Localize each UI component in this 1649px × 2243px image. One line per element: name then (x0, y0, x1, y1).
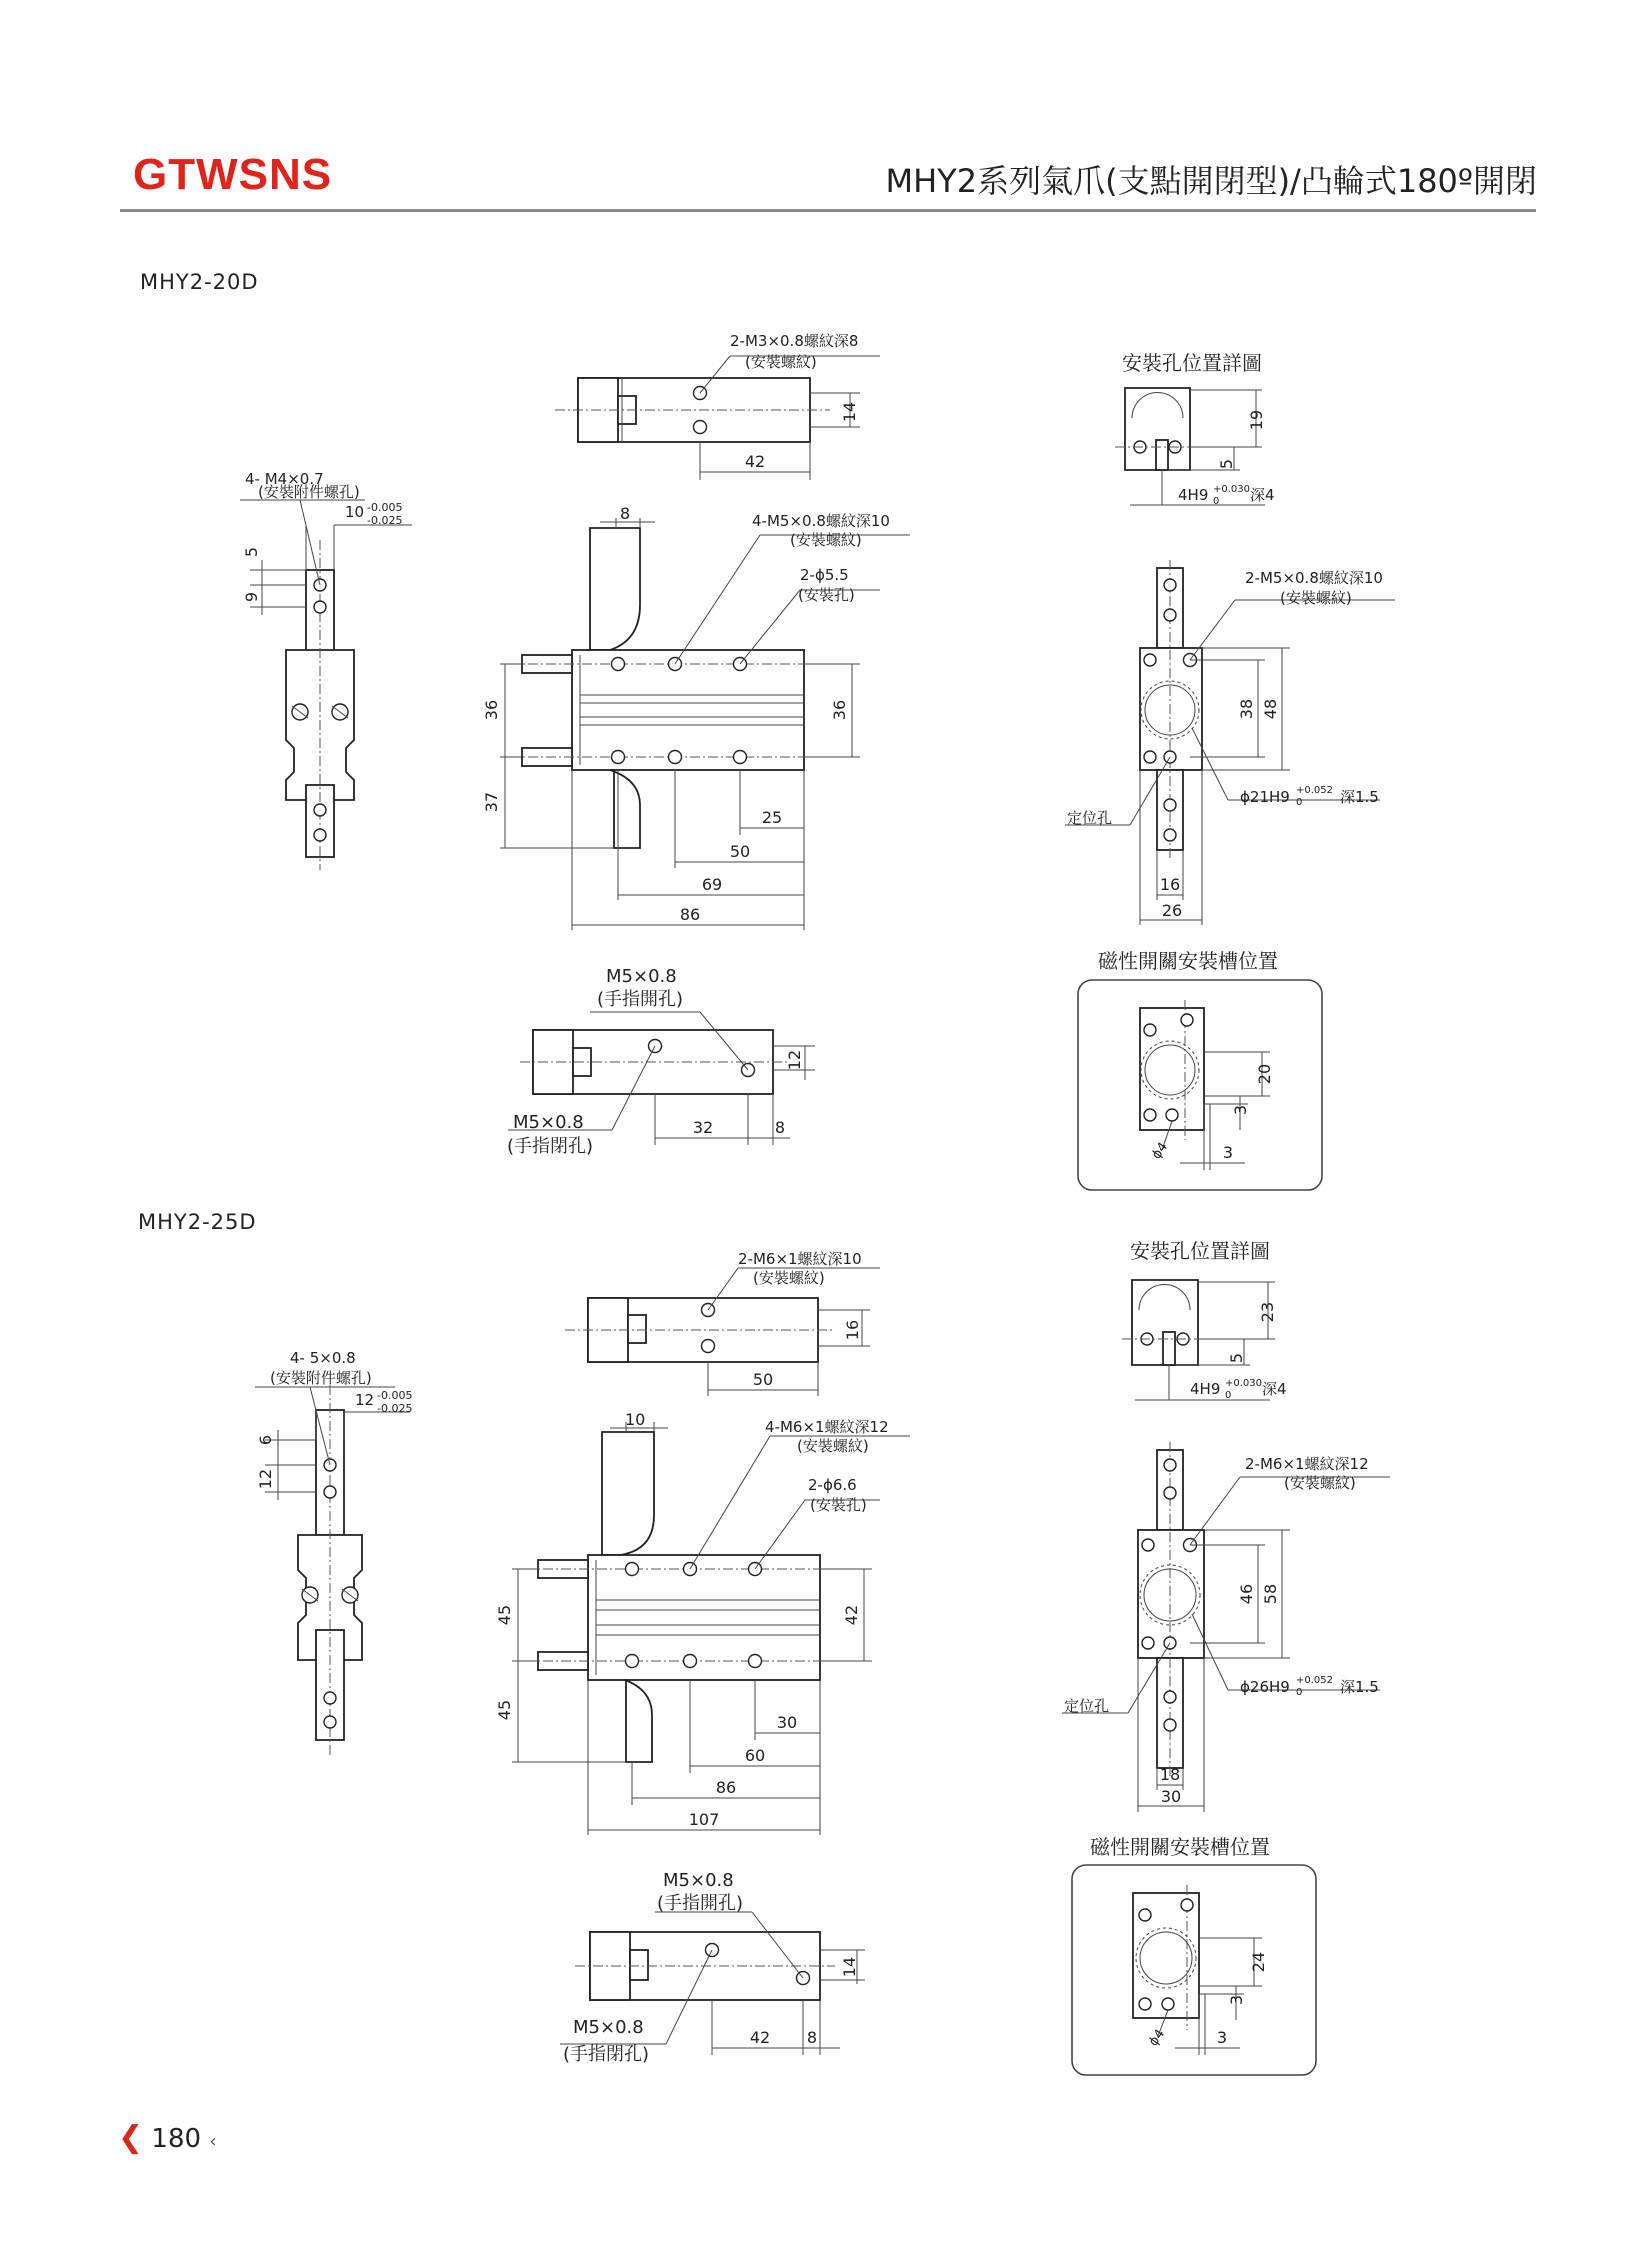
bottom-view-1-dim-w1: 32 (692, 1118, 714, 1137)
side-view-2-tol-lower: -0.025 (377, 1402, 413, 1415)
model-1-drawings (240, 332, 1395, 1190)
top-view-1 (555, 332, 880, 480)
chevron-left-small-icon: ‹ (209, 2131, 217, 2152)
sensor-2-dim-dia: ϕ4 (1146, 2026, 1169, 2050)
detail-2-fit-lower: 0 (1225, 1390, 1232, 1401)
bottom-view-2-top-callout-sub: (手指開孔) (657, 1893, 744, 1914)
front-view-2-dim-right: 42 (842, 1604, 861, 1626)
end-view-2-dim-outer: 58 (1261, 1583, 1280, 1605)
sensor-2-title: 磁性開關安裝槽位置 (1090, 1835, 1270, 1859)
top-view-1-dim-h: 14 (840, 401, 859, 423)
front-view-2-dim-bottom-2: 60 (744, 1746, 766, 1765)
front-view-2-dim-left2: 45 (495, 1699, 514, 1721)
side-view-1-callout-sub: (安裝附件螺孔) (258, 483, 360, 501)
sensor-1-dim-dia: ϕ4 (1149, 1139, 1172, 1163)
side-view-1 (240, 470, 412, 870)
end-view-2 (1062, 1442, 1390, 1812)
bottom-view-1 (507, 966, 815, 1157)
end-view-1-callout-sub: (安裝螺紋) (1280, 589, 1352, 607)
detail-2-title: 安裝孔位置詳圖 (1130, 1239, 1270, 1263)
side-view-1-tol-lower: -0.025 (367, 514, 403, 527)
front-view-1-dim-right: 36 (830, 699, 849, 721)
top-view-1-dim-w: 42 (744, 452, 766, 471)
front-view-2-callout2: 2-ϕ6.6 (808, 1476, 857, 1494)
side-view-2-tol-upper: -0.005 (377, 1389, 413, 1402)
end-view-1-dim-w1: 16 (1159, 875, 1181, 894)
front-view-1-dim-left2: 37 (482, 791, 501, 813)
sensor-2-dim-slot: 3 (1227, 1994, 1246, 2006)
sensor-1-dim-h: 20 (1255, 1063, 1274, 1085)
detail-1-fit-base: 4H9 (1178, 486, 1209, 504)
end-view-1-bore-depth: 深1.5 (1340, 788, 1379, 806)
end-view-2-locator: 定位孔 (1064, 1697, 1110, 1715)
brand-logo: GTWSNS (133, 150, 333, 199)
bottom-view-2-bottom-callout: M5×0.8 (573, 2017, 644, 2038)
end-view-1-dim-outer: 48 (1261, 698, 1280, 720)
front-view-1-dim-top: 8 (620, 504, 631, 523)
detail-2-dim-h1: 23 (1258, 1301, 1277, 1323)
front-view-1 (482, 504, 910, 930)
end-view-1-bore-upper: +0.052 (1296, 785, 1334, 796)
end-view-2-dim-w2: 30 (1160, 1787, 1182, 1806)
model-label-2: MHY2-25D (138, 1210, 257, 1234)
detail-2-fit-depth: 深4 (1262, 1380, 1287, 1398)
side-view-1-dim-a: 5 (242, 546, 261, 558)
side-view-1-tol-upper: -0.005 (367, 501, 403, 514)
detail-2-dim-h2: 5 (1227, 1352, 1246, 1364)
side-view-2-callout-sub: (安裝附件螺孔) (270, 1369, 372, 1387)
front-view-1-dim-bottom-4: 86 (679, 905, 701, 924)
front-view-1-dim-bottom-1: 25 (761, 808, 783, 827)
top-view-1-callout-sub: (安裝螺紋) (745, 353, 817, 371)
detail-1-fit-upper: +0.030 (1213, 484, 1251, 495)
bottom-view-1-dim-w2: 8 (774, 1118, 786, 1137)
detail-1-dim-h2: 5 (1217, 458, 1236, 470)
front-view-1-dim-left1: 36 (482, 699, 501, 721)
bottom-view-2-top-callout: M5×0.8 (663, 1870, 734, 1891)
detail-1-title: 安裝孔位置詳圖 (1122, 351, 1262, 375)
top-view-2 (565, 1250, 880, 1396)
end-view-2-callout: 2-M6×1螺紋深12 (1245, 1455, 1369, 1473)
end-view-1-callout: 2-M5×0.8螺紋深10 (1245, 569, 1383, 587)
top-view-1-callout: 2-M3×0.8螺紋深8 (730, 332, 859, 350)
end-view-1-dim-inner: 38 (1237, 698, 1256, 720)
front-view-2-dim-top: 10 (625, 1410, 646, 1429)
detail-view-2 (1122, 1239, 1287, 1401)
sensor-1-dim-w: 3 (1222, 1143, 1234, 1162)
top-view-2-callout: 2-M6×1螺紋深10 (738, 1250, 862, 1268)
front-view-2-dim-bottom-1: 30 (776, 1713, 798, 1732)
detail-1-dim-h1: 19 (1247, 409, 1266, 431)
bottom-view-2 (560, 1870, 865, 2065)
front-view-2-dim-left1: 45 (495, 1604, 514, 1626)
bottom-view-1-bottom-callout: M5×0.8 (513, 1112, 584, 1133)
sensor-1-title: 磁性開關安裝槽位置 (1098, 949, 1278, 973)
bottom-view-2-dim-w2: 8 (806, 2028, 818, 2047)
bottom-view-2-dim-w1: 42 (749, 2028, 771, 2047)
page-number-value: 180 (151, 2124, 202, 2154)
front-view-1-dim-bottom-2: 50 (729, 842, 751, 861)
bottom-view-2-bottom-callout-sub: (手指閉孔) (563, 2044, 650, 2065)
front-view-1-dim-bottom-3: 69 (701, 875, 723, 894)
side-view-1-tol-nominal: 10 (345, 503, 365, 521)
detail-2-fit-base: 4H9 (1190, 1380, 1221, 1398)
end-view-1-locator: 定位孔 (1067, 809, 1113, 827)
sensor-1-dim-slot: 3 (1231, 1104, 1250, 1116)
front-view-1-callout1: 4-M5×0.8螺紋深10 (752, 512, 890, 530)
front-view-1-callout2: 2-ϕ5.5 (800, 566, 849, 584)
front-view-2-callout1-sub: (安裝螺紋) (797, 1437, 869, 1455)
side-view-2 (255, 1349, 412, 1755)
front-view-1-callout1-sub: (安裝螺紋) (790, 531, 862, 549)
detail-2-fit-upper: +0.030 (1225, 1378, 1263, 1389)
bottom-view-2-dim-h: 14 (840, 1956, 859, 1978)
side-view-2-dim-b: 12 (256, 1468, 275, 1490)
end-view-1 (1065, 560, 1395, 925)
top-view-2-dim-w: 50 (752, 1370, 774, 1389)
end-view-2-dim-inner: 46 (1237, 1583, 1256, 1605)
front-view-2 (495, 1410, 910, 1835)
front-view-2-dim-bottom-3: 86 (715, 1778, 737, 1797)
end-view-2-bore-lower: 0 (1296, 1687, 1303, 1698)
side-view-2-dim-a: 6 (256, 1434, 275, 1446)
bottom-view-1-bottom-callout-sub: (手指閉孔) (507, 1136, 594, 1157)
end-view-2-bore-depth: 深1.5 (1340, 1678, 1379, 1696)
sensor-2-dim-h: 24 (1249, 1951, 1268, 1973)
front-view-2-callout1: 4-M6×1螺紋深12 (765, 1418, 889, 1436)
detail-1-fit-depth: 深4 (1250, 486, 1275, 504)
sensor-panel-2 (1072, 1835, 1316, 2075)
front-view-2-dim-bottom-4: 107 (688, 1810, 720, 1829)
end-view-2-callout-sub: (安裝螺紋) (1284, 1474, 1356, 1492)
side-view-1-callout: 4- M4×0.7 (245, 470, 324, 488)
end-view-2-bore-upper: +0.052 (1296, 1675, 1334, 1686)
page-title: MHY2系列氣爪(支點開閉型)/凸輪式180º開閉 (885, 162, 1537, 200)
detail-view-1 (1115, 351, 1275, 507)
bottom-view-1-top-callout-sub: (手指開孔) (597, 989, 684, 1010)
side-view-2-tol-nominal: 12 (355, 1391, 375, 1409)
front-view-2-callout2-sub: (安裝孔) (810, 1496, 867, 1514)
side-view-2-callout: 4- 5×0.8 (290, 1349, 356, 1367)
side-view-1-dim-b: 9 (242, 591, 261, 603)
model-2-drawings (255, 1239, 1390, 2075)
bottom-view-1-top-callout: M5×0.8 (606, 966, 677, 987)
model-label-1: MHY2-20D (140, 270, 259, 294)
end-view-1-bore-base: ϕ21H9 (1240, 788, 1290, 806)
detail-1-fit-lower: 0 (1213, 496, 1220, 507)
sensor-panel-1 (1078, 949, 1322, 1190)
top-view-2-callout-sub: (安裝螺紋) (753, 1269, 825, 1287)
end-view-1-dim-w2: 26 (1161, 901, 1183, 920)
front-view-1-callout2-sub: (安裝孔) (798, 586, 855, 604)
end-view-2-dim-w1: 18 (1159, 1765, 1181, 1784)
bottom-view-1-dim-h: 12 (785, 1049, 804, 1071)
end-view-2-bore-base: ϕ26H9 (1240, 1678, 1290, 1696)
chevron-left-icon: ❮ (118, 2120, 144, 2155)
end-view-1-bore-lower: 0 (1296, 797, 1303, 808)
sensor-2-dim-w: 3 (1216, 2028, 1228, 2047)
top-view-2-dim-h: 16 (843, 1319, 862, 1341)
